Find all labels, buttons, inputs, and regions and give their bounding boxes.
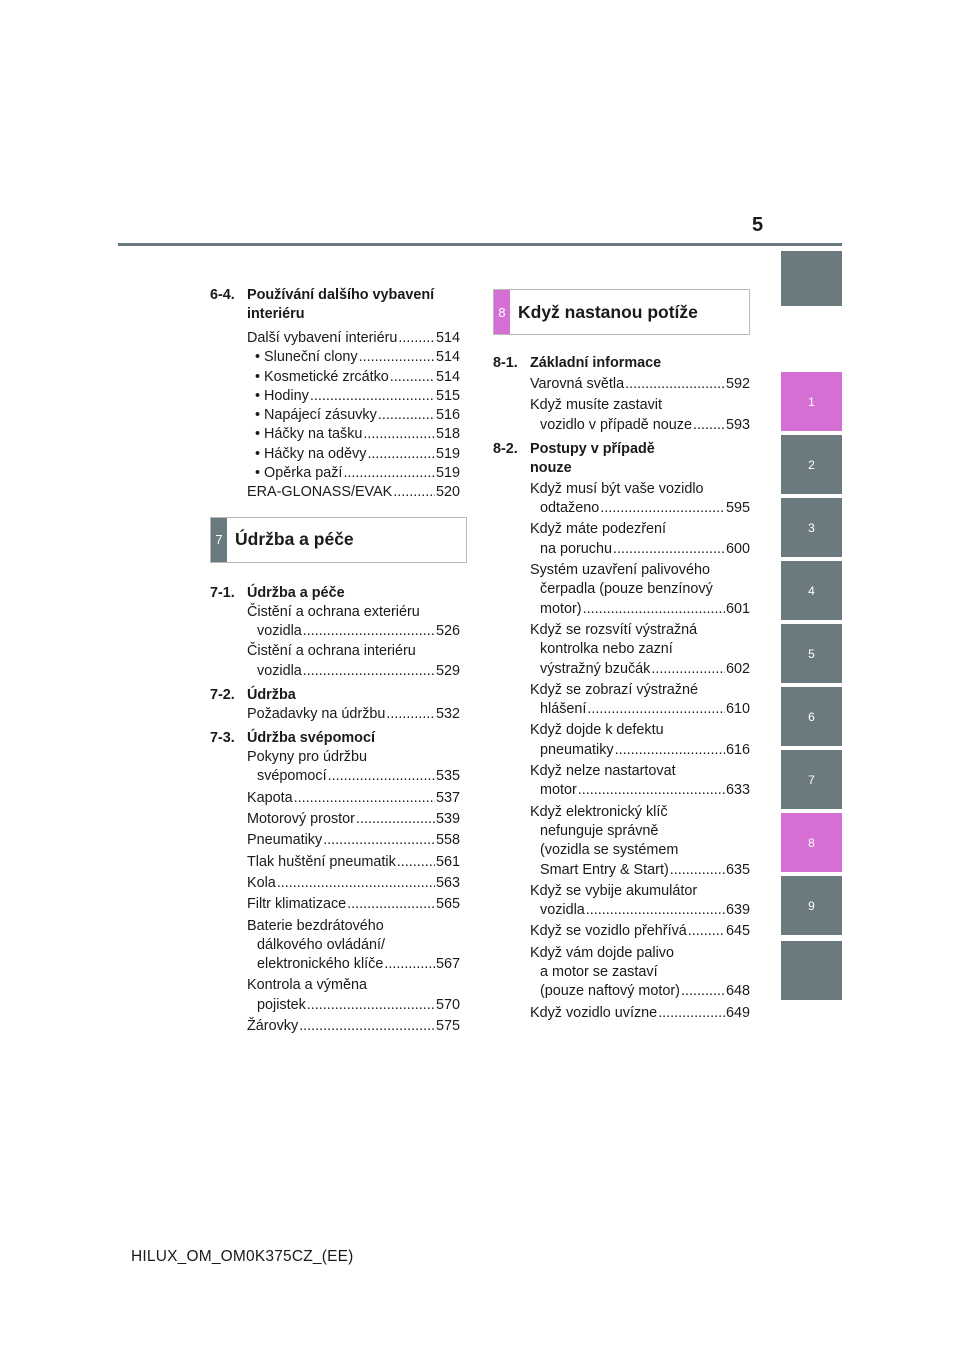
chapter-8-header[interactable] — [493, 289, 750, 335]
side-tab-1[interactable]: 1 — [781, 372, 842, 431]
chapter-number-tab: 7 — [211, 518, 227, 562]
side-tab-2[interactable]: 2 — [781, 435, 842, 494]
side-tab-8[interactable]: 8 — [781, 813, 842, 872]
side-tab-7[interactable]: 7 — [781, 750, 842, 809]
toc-entry[interactable]: Když vám dojde palivo a motor se zastaví (pouze naftový motor) ..... 648 — [530, 944, 750, 1002]
toc-subentry[interactable]: • Háčky na oděvy ..... 519 — [255, 445, 460, 464]
side-tab-blank-bottom — [781, 941, 842, 1000]
toc-entry[interactable]: Když máte podezření na poruchu ..... 600 — [530, 520, 750, 559]
toc-entry[interactable]: Pokyny pro údržbu svépomocí ..... 535 — [247, 748, 460, 787]
toc-entry[interactable]: Když musí být vaše vozidlo odtaženo ..... 595 — [530, 480, 750, 519]
toc-entry[interactable]: Filtr klimatizace ..... 565 — [247, 895, 460, 914]
section-8-2[interactable]: 8-2. Postupy v případě nouze — [493, 440, 655, 476]
side-tab-blank-top — [781, 251, 842, 306]
toc-right-column — [493, 289, 750, 1023]
toc-entry[interactable]: Když dojde k defektu pneumatiky ..... 616 — [530, 721, 750, 760]
chapter-7-header[interactable] — [210, 517, 467, 563]
toc-subentry[interactable]: • Hodiny ..... 515 — [255, 387, 460, 406]
toc-entry[interactable]: Čistění a ochrana interiéru vozidla ..... 529 — [247, 642, 460, 681]
toc-entry[interactable]: Varovná světla ..... 592 — [530, 375, 750, 394]
toc-entry[interactable]: Když se zobrazí výstražné hlášení ..... 610 — [530, 681, 750, 720]
toc-left-column — [210, 286, 460, 1036]
toc-subentry[interactable]: • Sluneční clony ..... 514 — [255, 348, 460, 367]
toc-entry[interactable]: Baterie bezdrátového dálkového ovládání/ elektronického klíče ..... 567 — [247, 917, 460, 975]
toc-entry[interactable]: Motorový prostor ..... 539 — [247, 810, 460, 829]
side-tab-3[interactable]: 3 — [781, 498, 842, 557]
toc-entry[interactable]: Čistění a ochrana exteriéru vozidla ..... 526 — [247, 603, 460, 642]
section-7-2[interactable]: 7-2. Údržba — [210, 686, 296, 703]
toc-entry[interactable]: Kola ..... 563 — [247, 874, 460, 893]
section-7-1[interactable]: 7-1. Údržba a péče — [210, 584, 345, 601]
toc-subentry[interactable]: • Háčky na tašku ..... 518 — [255, 425, 460, 444]
toc-subentry[interactable]: • Kosmetické zrcátko ..... 514 — [255, 368, 460, 387]
section-title-line2: interiéru — [247, 306, 305, 322]
footer-document-code: HILUX_OM_OM0K375CZ_(EE) — [131, 1248, 354, 1265]
section-number: 6-4. — [210, 287, 235, 303]
toc-subentry[interactable]: • Opěrka paží ..... 519 — [255, 464, 460, 483]
header-rule — [118, 243, 842, 246]
side-tab-4[interactable]: 4 — [781, 561, 842, 620]
section-title: Používání dalšího vybavení — [247, 287, 435, 303]
toc-entry[interactable]: Když vozidlo uvízne ..... 649 — [530, 1004, 750, 1023]
side-tab-5[interactable]: 5 — [781, 624, 842, 683]
toc-entry[interactable]: Kontrola a výměna pojistek ..... 570 — [247, 976, 460, 1015]
chapter-title: Když nastanou potíže — [518, 301, 698, 322]
chapter-title: Údržba a péče — [235, 529, 354, 550]
chapter-number-tab: 8 — [494, 290, 510, 334]
toc-entry[interactable]: Když se vozidlo přehřívá ..... 645 — [530, 922, 750, 941]
toc-entry[interactable]: Další vybavení interiéru ..... 514 — [247, 329, 460, 348]
toc-entry[interactable]: Tlak huštění pneumatik ..... 561 — [247, 853, 460, 872]
section-7-3[interactable]: 7-3. Údržba svépomocí — [210, 730, 375, 747]
toc-entry[interactable]: Když nelze nastartovat motor ..... 633 — [530, 762, 750, 801]
toc-entry[interactable]: Když se vybije akumulátor vozidla ..... 639 — [530, 882, 750, 921]
section-8-1[interactable]: 8-1. Základní informace — [493, 355, 662, 371]
toc-entry[interactable]: Když elektronický klíč nefunguje správně (vozidla se systémem Smart Entry & Start) ..... 635 — [530, 803, 750, 880]
toc-entry[interactable]: Když musíte zastavit vozidlo v případě nouze ..... 593 — [530, 396, 750, 435]
toc-entry[interactable]: Kapota ..... 537 — [247, 789, 460, 808]
toc-entry[interactable]: Žárovky ..... 575 — [247, 1017, 460, 1036]
toc-entry[interactable]: Systém uzavření palivového čerpadla (pouze benzínový motor) ..... 601 — [530, 561, 750, 619]
toc-subentry[interactable]: • Napájecí zásuvky ..... 516 — [255, 406, 460, 425]
toc-entry[interactable]: Když se rozsvítí výstražná kontrolka nebo zazní výstražný bzučák ..... 602 — [530, 621, 750, 679]
toc-entry[interactable]: ERA-GLONASS/EVAK ..... 520 — [247, 483, 460, 502]
side-tab-6[interactable]: 6 — [781, 687, 842, 746]
section-6-4[interactable] — [210, 286, 460, 324]
page-number: 5 — [752, 214, 764, 236]
toc-entry[interactable]: Pneumatiky ..... 558 — [247, 831, 460, 850]
toc-entry[interactable]: Požadavky na údržbu ..... 532 — [247, 705, 460, 724]
side-tab-9[interactable]: 9 — [781, 876, 842, 935]
